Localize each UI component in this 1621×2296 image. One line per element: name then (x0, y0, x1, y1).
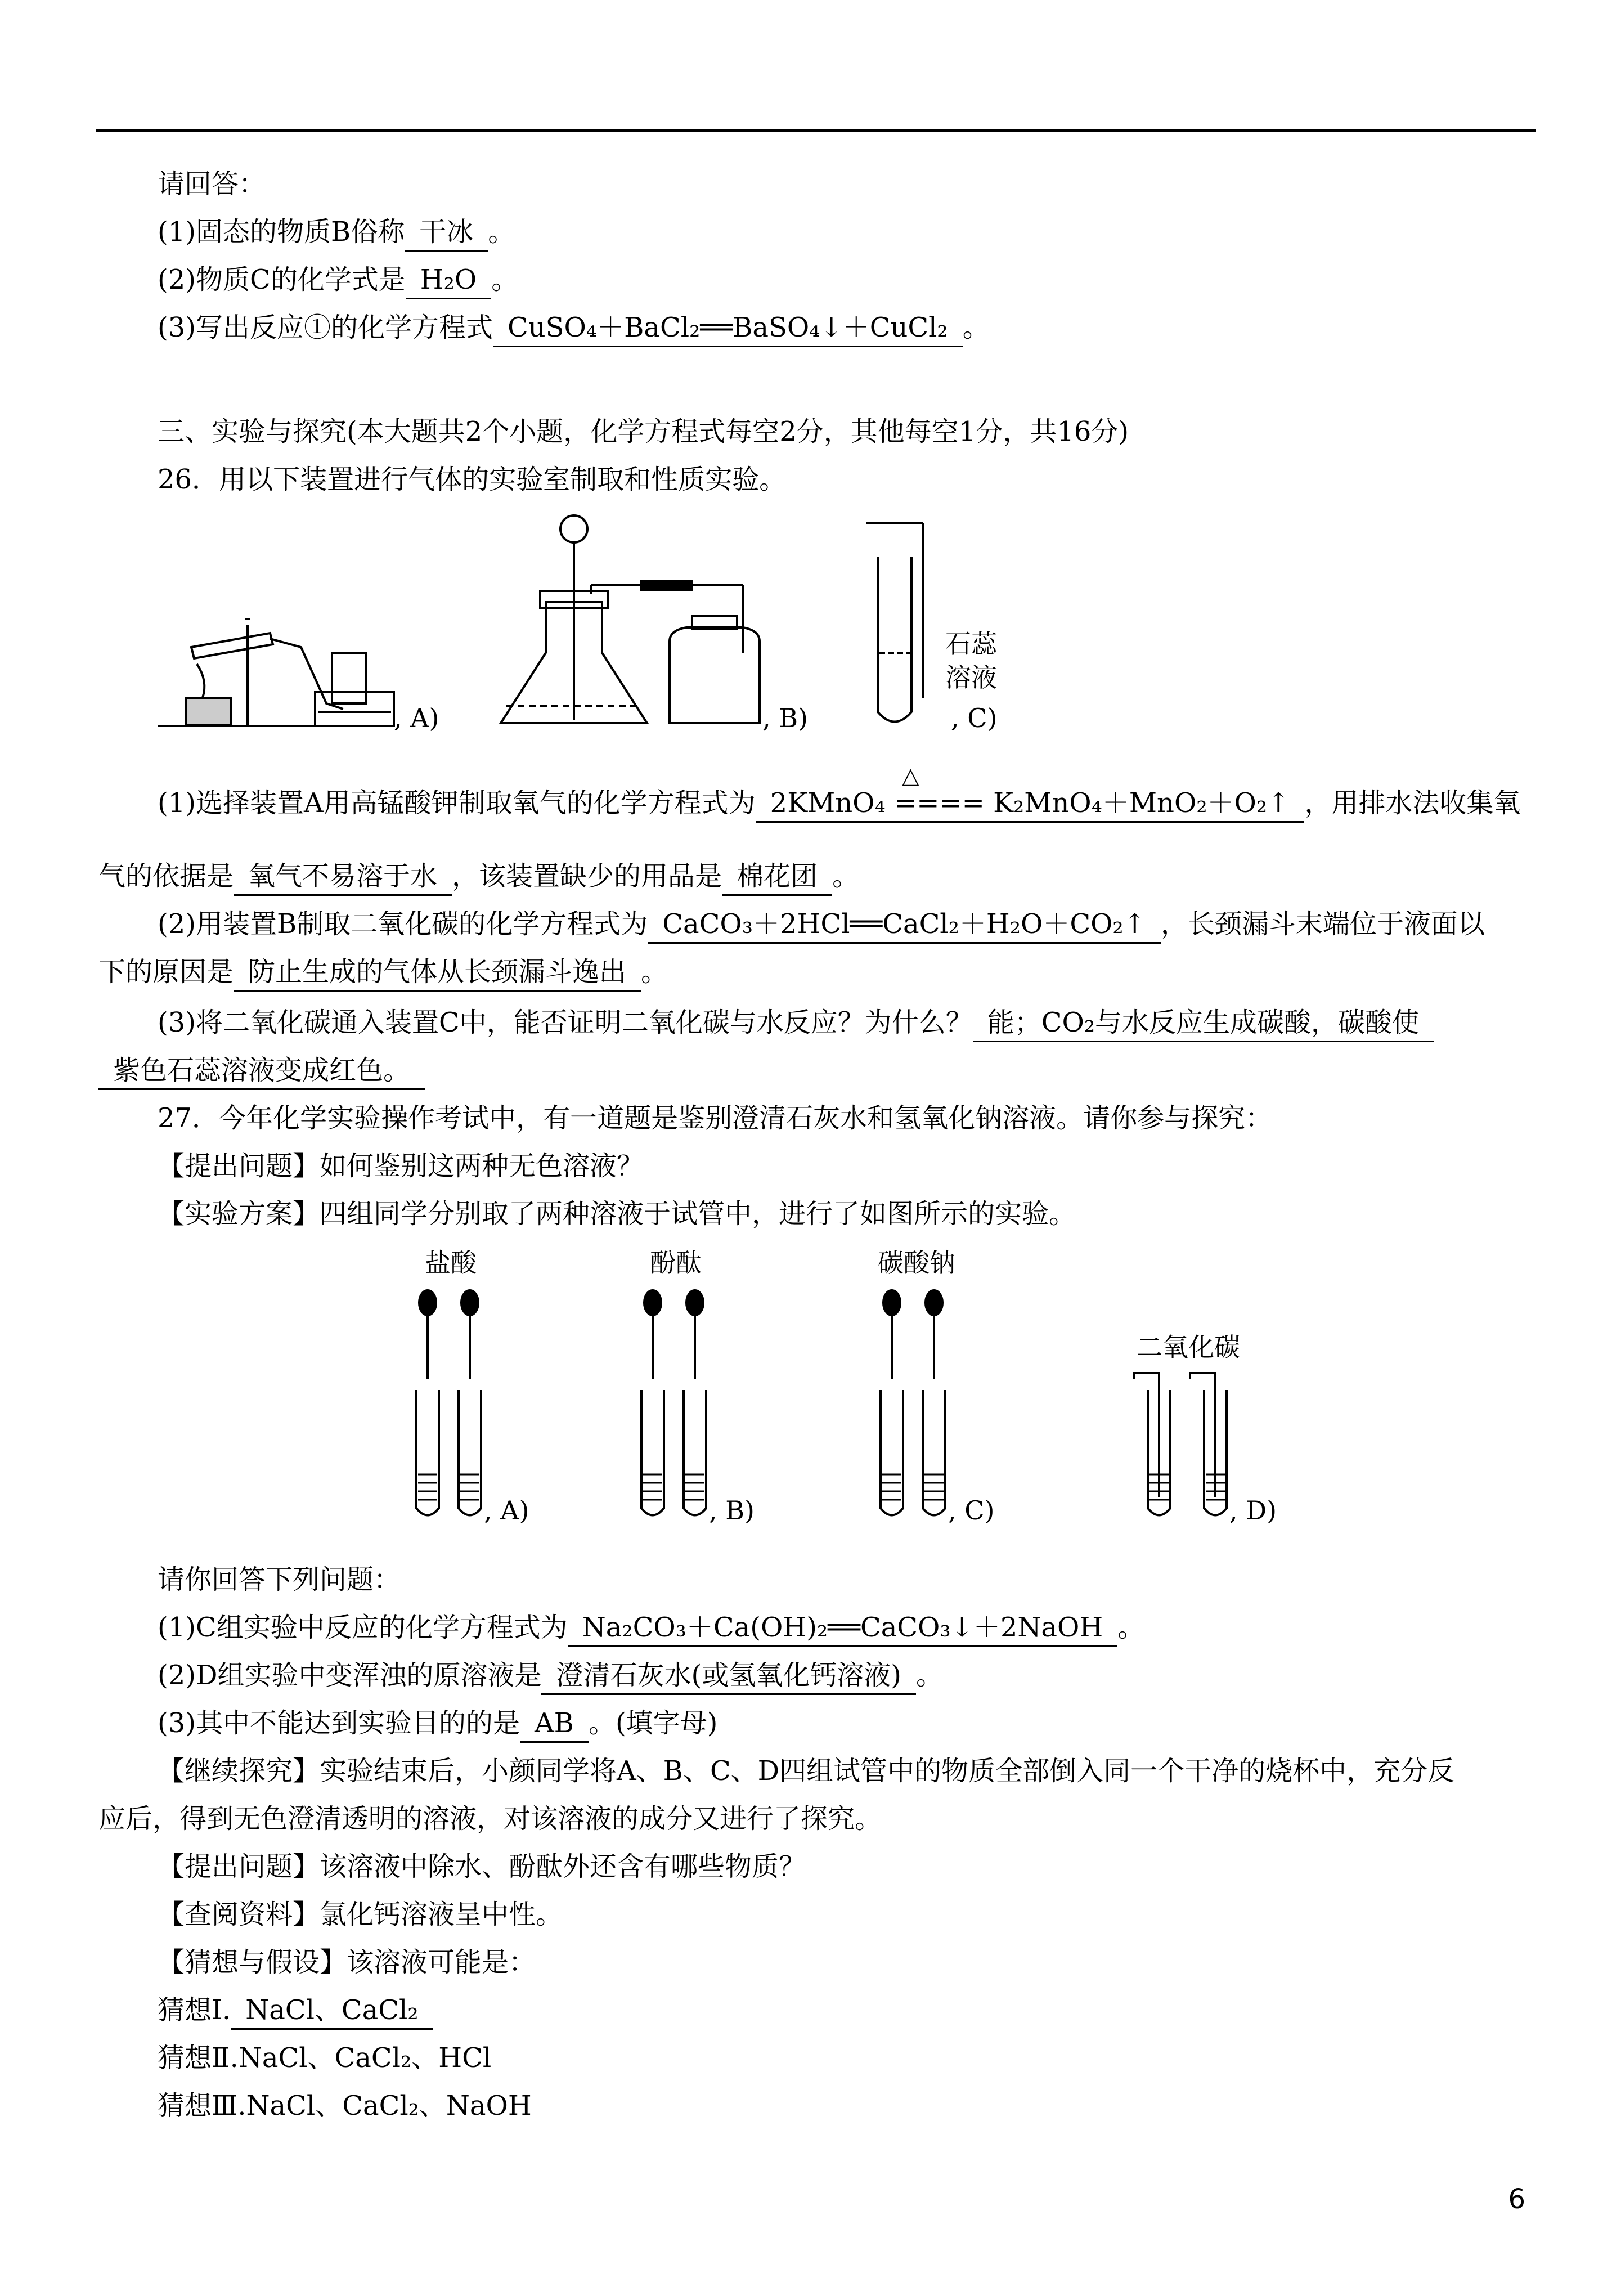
answer-blank: 干冰 (405, 214, 488, 252)
page-number: 6 (1508, 2183, 1525, 2215)
fig-label-a: , A) (394, 703, 439, 733)
q27-continue-line1: 【继续探究】实验结束后，小颜同学将A、B、C、D四组试管中的物质全部倒入同一个干净的烧杯中，充分反 (158, 1755, 1455, 1787)
q26-part2-line2: 下的原因是 防止生成的气体从长颈漏斗逸出 。 (98, 954, 668, 992)
q26-part1: (1)选择装置A用高锰酸钾制取氧气的化学方程式为 2KMnO₄ △ ==== K₂MnO₄＋MnO₂＋O₂↑ ，用排水法收集氧 (158, 785, 1520, 823)
guess-3: 猜想Ⅲ.NaCl、CaCl₂、NaOH (158, 2090, 532, 2122)
answer-blank: 能；CO₂与水反应生成碳酸，碳酸使 (973, 1004, 1434, 1042)
q27-hypothesis: 【猜想与假设】该溶液可能是： (158, 1947, 536, 1978)
answer-blank: CuSO₄＋BaCl₂══BaSO₄↓＋CuCl₂ (493, 310, 963, 347)
q27-plan: 【实验方案】四组同学分别取了两种溶液于试管中，进行了如图所示的实验。 (158, 1198, 1076, 1230)
answer-blank: 防止生成的气体从长颈漏斗逸出 (234, 954, 641, 992)
fig-label-c: , C) (948, 1495, 995, 1526)
answer-blank: Na₂CO₃＋Ca(OH)₂══CaCO₃↓＋2NaOH (568, 1609, 1117, 1647)
q26-apparatus-figure (158, 512, 1058, 748)
q26-part3-line2 (98, 1052, 425, 1090)
q27-question: 【提出问题】如何鉴别这两种无色溶液？ (158, 1150, 644, 1182)
fig-label-b: , B) (709, 1495, 755, 1526)
answer-blank: 紫色石蕊溶液变成红色。 (98, 1052, 425, 1090)
q27-part2: (2)D组实验中变浑浊的原溶液是 澄清石灰水(或氢氧化钙溶液) 。 (158, 1657, 943, 1695)
fig-label-c: , C) (951, 703, 998, 733)
answer-blank: 2KMnO₄ △ ==== K₂MnO₄＋MnO₂＋O₂↑ (756, 785, 1305, 823)
q26-part1-line2: 气的依据是 氧气不易溶于水 ，该装置缺少的用品是 棉花团 。 (98, 858, 859, 896)
answer-blank: 澄清石灰水(或氢氧化钙溶液) (541, 1657, 915, 1695)
q27-part3: (3)其中不能达到实验目的的是 AB 。(填字母) (158, 1705, 717, 1743)
reagent-label-hcl: 盐酸 (425, 1249, 477, 1278)
answer-blank: 氧气不易溶于水 (234, 858, 452, 896)
q27-answer-intro: 请你回答下列问题： (158, 1564, 401, 1595)
fig-label-d: , D) (1229, 1495, 1277, 1526)
q27-question2: 【提出问题】该溶液中除水、酚酞外还含有哪些物质？ (158, 1851, 806, 1882)
litmus-label-2: 溶液 (945, 662, 997, 693)
q26-part2: (2)用装置B制取二氧化碳的化学方程式为 CaCO₃＋2HCl══CaCl₂＋H₂O＋CO₂↑ ，长颈漏斗末端位于液面以 (158, 906, 1485, 944)
q26-part3: (3)将二氧化碳通入装置C中，能否证明二氧化碳与水反应？为什么？ 能；CO₂与水反应生成碳酸，碳酸使 (158, 1004, 1434, 1042)
q25-part1: (1)固态的物质B俗称 干冰 。 (158, 214, 515, 252)
section-title: 三、实验与探究(本大题共2个小题，化学方程式每空2分，其他每空1分，共16分) (158, 416, 1129, 447)
answer-blank: NaCl、CaCl₂ (231, 1992, 433, 2030)
reagent-label-co2: 二氧化碳 (1137, 1332, 1240, 1362)
answer-blank: CaCO₃＋2HCl══CaCl₂＋H₂O＋CO₂↑ (648, 906, 1161, 944)
guess-1: 猜想Ⅰ. NaCl、CaCl₂ (158, 1992, 433, 2030)
litmus-label-1: 石蕊 (945, 629, 997, 659)
q27-testtube-figure (394, 1249, 1322, 1531)
q25-part2: (2)物质C的化学式是 H₂O 。 (158, 262, 518, 299)
q27-info: 【查阅资料】氯化钙溶液呈中性。 (158, 1899, 563, 1930)
fig-label-a: , A) (484, 1495, 529, 1526)
q27-part1: (1)C组实验中反应的化学方程式为 Na₂CO₃＋Ca(OH)₂══CaCO₃↓＋2NaOH 。 (158, 1609, 1144, 1647)
header-rule (96, 129, 1536, 132)
q27-stem: 27．今年化学实验操作考试中，有一道题是鉴别澄清石灰水和氢氧化钠溶液。请你参与探究： (158, 1102, 1273, 1134)
q26-stem: 26．用以下装置进行气体的实验室制取和性质实验。 (158, 464, 787, 495)
reagent-label-phenolphthalein: 酚酞 (650, 1249, 702, 1278)
q25-ask: 请回答： (158, 168, 266, 200)
answer-blank: H₂O (406, 262, 491, 299)
reagent-label-na2co3: 碳酸钠 (878, 1249, 955, 1278)
answer-blank: 棉花团 (722, 858, 832, 896)
guess-2: 猜想Ⅱ.NaCl、CaCl₂、HCl (158, 2042, 492, 2074)
q25-part3: (3)写出反应①的化学方程式 CuSO₄＋BaCl₂══BaSO₄↓＋CuCl₂ 。 (158, 310, 990, 347)
q27-continue-line2: 应后，得到无色澄清透明的溶液，对该溶液的成分又进行了探究。 (98, 1803, 882, 1835)
answer-blank: AB (520, 1705, 589, 1743)
fig-label-b: , B) (762, 703, 808, 733)
